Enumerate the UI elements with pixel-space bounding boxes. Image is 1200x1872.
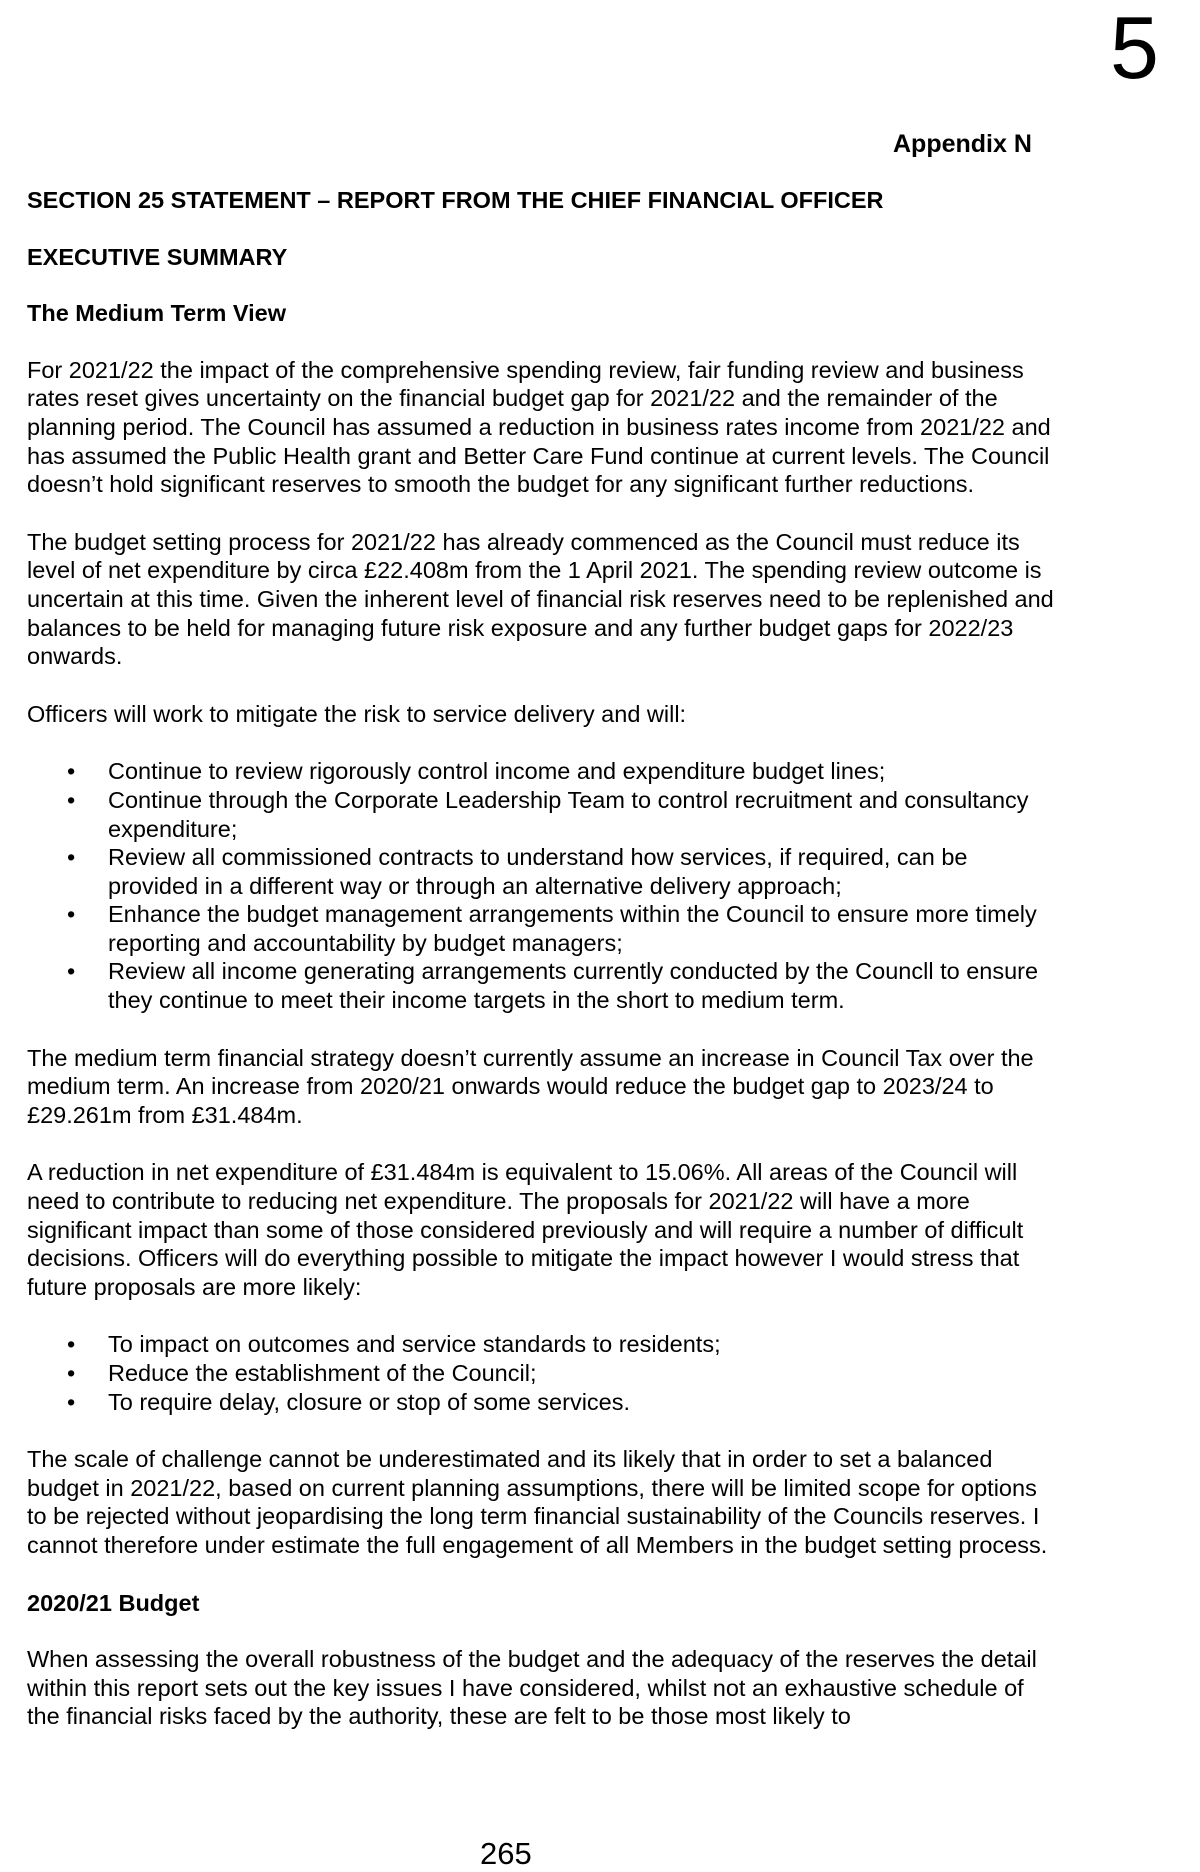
list-item-text: Continue to review rigorously control income and expenditure budget lines; xyxy=(108,758,886,785)
list-item-text: Reduce the establishment of the Council; xyxy=(108,1360,537,1386)
budget-2020-21-heading: 2020/21 Budget xyxy=(27,1589,200,1616)
paragraph-budget-setting-process: The budget setting process for 2021/22 has already commenced as the Council must reduce its level of net expenditure by circa £22.408m from the 1 April 2021. The spending review outcome is uncertain at this time. Given the inherent level of financial risk reserves need to be replenished and balances to be held for managing future risk exposure and any further budget gaps for 2022/23 onwards. xyxy=(27,528,1054,670)
document-title: SECTION 25 STATEMENT – REPORT FROM THE CHIEF FINANCIAL OFFICER xyxy=(27,187,884,213)
bullet-icon: • xyxy=(67,1360,76,1386)
page-section-number: 5 xyxy=(1110,0,1159,97)
paragraph-robustness-assessment: When assessing the overall robustness of the budget and the adequacy of the reserves the detail within this report sets out the key issues I have considered, whilst not an exhaustive schedule of the financial risks faced by the authority, these are felt to be those most likely to xyxy=(27,1646,1037,1730)
paragraph-net-expenditure-reduction: A reduction in net expenditure of £31.484m is equivalent to 15.06%. All areas of the Council will need to contribute to reducing net expenditure. The proposals for 2021/22 will have a more significant impact than some of those considered previously and will require a number of difficult decisions. Officers will do everything possible to mitigate the impact however I would stress that future proposals are more likely: xyxy=(27,1159,1024,1300)
future-proposals-list xyxy=(27,1330,1057,1416)
list-item-text: To require delay, closure or stop of some services. xyxy=(108,1388,631,1415)
bullet-icon: • xyxy=(67,786,76,813)
document-body xyxy=(27,186,1057,1760)
medium-term-heading: The Medium Term View xyxy=(27,300,286,327)
list-item xyxy=(27,957,1057,1014)
list-item xyxy=(27,1330,1057,1359)
list-item xyxy=(27,900,1057,957)
bullet-icon: • xyxy=(67,844,76,871)
paragraph-council-tax: The medium term financial strategy doesn’t currently assume an increase in Council Tax over the medium term. An increase from 2020/21 onwards would reduce the budget gap to 2023/24 to £29.261m from £31.484m. xyxy=(27,1044,1034,1128)
list-item-text: Continue through the Corporate Leadership Team to control recruitment and consultancy expenditure; xyxy=(108,786,1029,842)
list-item xyxy=(27,1359,1057,1388)
list-item xyxy=(27,786,1057,843)
list-item xyxy=(27,757,1057,786)
list-item xyxy=(27,1388,1057,1417)
bullet-icon: • xyxy=(67,901,76,928)
footer-page-number: 265 xyxy=(480,1836,532,1871)
paragraph-officers-mitigate: Officers will work to mitigate the risk to service delivery and will: xyxy=(27,700,687,727)
list-item-text: Review all income generating arrangements currently conducted by the Councll to ensure they continue to meet their income targets in the short to medium term. xyxy=(108,958,1039,1014)
bullet-icon: • xyxy=(67,758,76,785)
list-item-text: Review all commissioned contracts to understand how services, if required, can be provided in a different way or through an alternative delivery approach; xyxy=(108,844,968,899)
paragraph-scale-of-challenge: The scale of challenge cannot be underestimated and its likely that in order to set a balanced budget in 2021/22, based on current planning assumptions, there will be limited scope for options to be rejected without jeopardising the long term financial sustainability of the Councils reserves. I cannot therefore under estimate the full engagement of all Members in the budget setting process. xyxy=(27,1446,1048,1558)
list-item-text: Enhance the budget management arrangements within the Council to ensure more timely reporting and accountability by budget managers; xyxy=(108,901,1037,956)
bullet-icon: • xyxy=(67,1388,76,1415)
appendix-label: Appendix N xyxy=(893,130,1032,158)
paragraph-medium-term-impact: For 2021/22 the impact of the comprehensive spending review, fair funding review and business rates reset gives uncertainty on the financial budget gap for 2021/22 and the remainder of the planning period. The Council has assumed a reduction in business rates income from 2021/22 and has assumed the Public Health grant and Better Care Fund continue at current levels. The Council doesn’t hold significant reserves to smooth the budget for any significant further reductions. xyxy=(27,356,1051,498)
list-item-text: To impact on outcomes and service standards to residents; xyxy=(108,1331,721,1358)
officers-actions-list xyxy=(27,757,1057,1014)
bullet-icon: • xyxy=(67,1331,76,1358)
list-item xyxy=(27,843,1057,900)
bullet-icon: • xyxy=(67,958,76,985)
executive-summary-heading: EXECUTIVE SUMMARY xyxy=(27,243,288,270)
